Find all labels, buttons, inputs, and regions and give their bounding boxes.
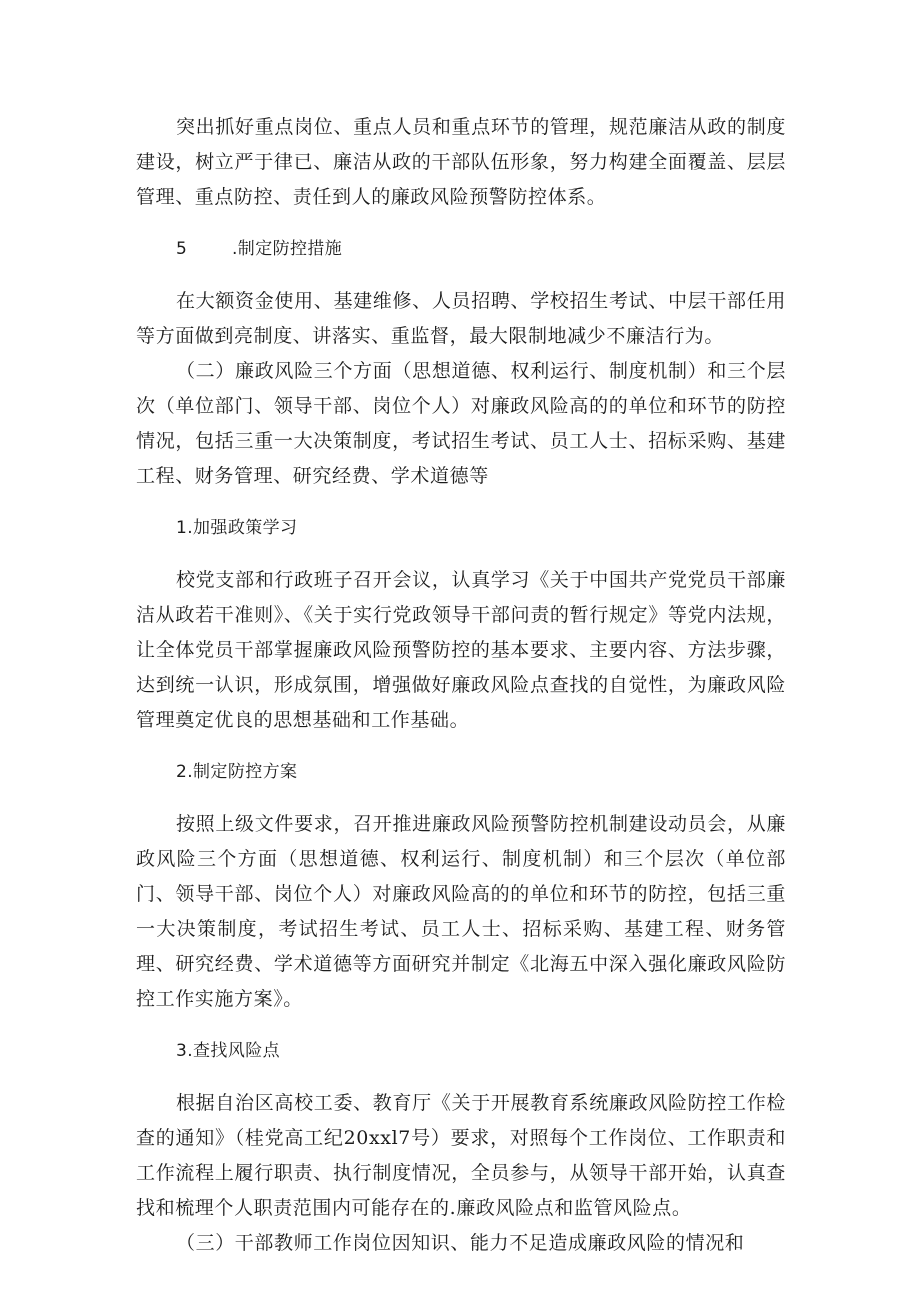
heading-number: 5: [176, 239, 188, 259]
heading-3-find-risk-points: [136, 1034, 786, 1069]
paragraph-section-two: （二）廉政风险三个方面（思想道德、权利运行、制度机制）和三个层次（单位部门、领导干部、岗位个人）对廉政风险高的的单位和环节的防控情况，包括三重一大决策制度，考试招生考试、员工人士、招标采购、基建工程、财务管理、研究经费、学术道德等: [136, 360, 786, 487]
paragraph-measures: 在大额资金使用、基建维修、人员招聘、学校招生考试、中层干部任用等方面做到亮制度、讲落实、重监督，最大限制地减少不廉洁行为。: [136, 290, 786, 347]
heading-text: .加强政策学习: [187, 518, 298, 538]
heading-2-prevention-plan: [136, 755, 786, 790]
paragraph-policy-study: 校党支部和行政班子召开会议，认真学习《关于中国共产党党员干部廉洁从政若干准则》、《关于实行党政领导干部问责的暂行规定》等党内法规，让全体党员干部掌握廉政风险预警防控的基本要求、主要内容、方法步骤，达到统一认识，形成氛围，增强做好廉政风险点查找的自觉性，为廉政风险管理奠定优良的思想基础和工作基础。: [136, 569, 786, 731]
heading-number: 1: [176, 518, 188, 538]
paragraph-prevention-plan: 按照上级文件要求，召开推进廉政风险预警防控机制建设动员会，从廉政风险三个方面（思想道德、权利运行、制度机制）和三个层次（单位部门、领导干部、岗位个人）对廉政风险高的的单位和环节的防控，包括三重一大决策制度，考试招生考试、员工人士、招标采购、基建工程、财务管理、研究经费、学术道德等方面研究并制定《北海五中深入强化廉政风险防控工作实施方案》。: [136, 813, 786, 1010]
paragraph-risk-system: 突出抓好重点岗位、重点人员和重点环节的管理，规范廉洁从政的制度建设，树立严于律已、廉洁从政的干部队伍形象，努力构建全面覆盖、层层管理、重点防控、责任到人的廉政风险预警防控体系。: [136, 116, 786, 208]
heading-text: .查找风险点: [187, 1041, 281, 1061]
heading-text: .制定防控措施: [232, 239, 343, 259]
paragraph-section-three: （三）干部教师工作岗位因知识、能力不足造成廉政风险的情况和: [176, 1232, 745, 1254]
heading-number: 2: [176, 762, 188, 782]
document-body: [136, 110, 786, 1261]
heading-1-policy-study: [136, 511, 786, 546]
paragraph-find-risk-points: 根据自治区高校工委、教育厅《关于开展教育系统廉政风险防控工作检查的通知》（桂党高工纪20xxl7号）要求，对照每个工作岗位、工作职责和工作流程上履行职责、执行制度情况，全员参与，从领导干部开始，认真查找和梳理个人职责范围内可能存在的.廉政风险点和监管风险点。: [136, 1092, 786, 1219]
heading-text: .制定防控方案: [187, 762, 298, 782]
heading-5-prevention-measures: [136, 232, 786, 267]
heading-number: 3: [176, 1041, 188, 1061]
